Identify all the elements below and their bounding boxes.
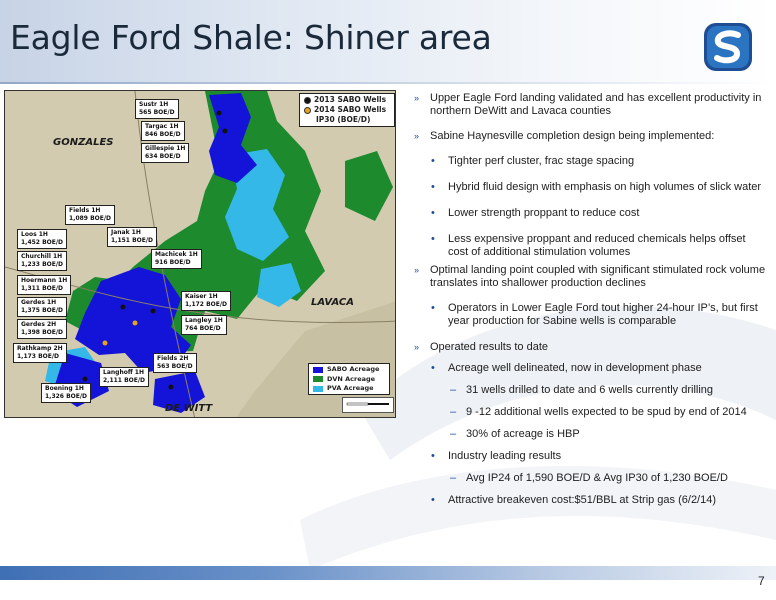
well-label-rathkamp-2h: Rathkamp 2H 1,173 BOE/D bbox=[13, 343, 67, 363]
legend-2013-wells: 2013 SABO Wells bbox=[314, 95, 387, 104]
bullet-item: – 31 wells drilled to date and 6 wells currently drilling bbox=[450, 384, 714, 396]
bullet-item: • Acreage well delineated, now in development phase bbox=[431, 362, 702, 374]
well-label-gerdes-2h: Gerdes 2H 1,398 BOE/D bbox=[17, 319, 67, 339]
well-label-hoermann-1h: Hoermann 1H 1,311 BOE/D bbox=[17, 275, 71, 295]
county-label-lavaca: LAVACA bbox=[311, 297, 355, 308]
well-label-machicek-1h: Machicek 1H 916 BOE/D bbox=[151, 249, 202, 269]
bullet-item: – 30% of acreage is HBP bbox=[450, 428, 580, 440]
bullet-item: • Industry leading results bbox=[431, 450, 562, 462]
county-label-gonzales: GONZALES bbox=[53, 137, 114, 148]
bullet-item: » Upper Eagle Ford landing validated and has excellent productivity in northern DeWitt and Lavaca counties bbox=[414, 92, 762, 117]
legend-2014-wells: 2014 SABO Wells bbox=[314, 105, 387, 114]
bullet-item: » Sabine Haynesville completion design being implemented: bbox=[414, 130, 715, 142]
bullet-item: – 9 -12 additional wells expected to be spud by end of 2014 bbox=[450, 406, 747, 418]
page-number: 7 bbox=[758, 574, 765, 588]
legend-pva-acreage: PVA Acreage bbox=[327, 384, 374, 392]
legend-ip30: IP30 (BOE/D) bbox=[316, 115, 371, 124]
well-label-gerdes-1h: Gerdes 1H 1,375 BOE/D bbox=[17, 297, 67, 317]
map-well-legend bbox=[299, 93, 395, 127]
well-label-loos-1h: Loos 1H 1,452 BOE/D bbox=[17, 229, 67, 249]
map-scale-bar bbox=[342, 397, 394, 413]
well-label-sustr-1h: Sustr 1H 565 BOE/D bbox=[135, 99, 179, 119]
well-label-churchill-1h: Churchill 1H 1,233 BOE/D bbox=[17, 251, 67, 271]
bullet-item: • Less expensive proppant and reduced chemicals helps offset cost of additional stimulation volumes bbox=[431, 233, 746, 258]
bullet-item: • Tighter perf cluster, frac stage spacing bbox=[431, 155, 635, 167]
bullet-item: • Operators in Lower Eagle Ford tout higher 24-hour IP’s, but first year production for Sabine wells is comparable bbox=[431, 302, 758, 327]
page-title: Eagle Ford Shale: Shiner area bbox=[10, 18, 492, 57]
bullet-item: • Hybrid fluid design with emphasis on high volumes of slick water bbox=[431, 181, 762, 193]
map-acreage-legend bbox=[308, 363, 390, 395]
legend-sabo-acreage: SABO Acreage bbox=[327, 365, 380, 373]
bullet-item: – Avg IP24 of 1,590 BOE/D & Avg IP30 of 1,230 BOE/D bbox=[450, 472, 728, 484]
well-label-fields-1h: Fields 1H 1,089 BOE/D bbox=[65, 205, 115, 225]
bullet-item: » Operated results to date bbox=[414, 341, 549, 353]
acreage-map bbox=[4, 90, 396, 418]
bullet-item: » Optimal landing point coupled with significant stimulated rock volume translates into shallower production declines bbox=[414, 264, 766, 289]
county-label-dewitt: DE WITT bbox=[165, 403, 213, 414]
well-label-langley-1h: Langley 1H 764 BOE/D bbox=[181, 315, 227, 335]
bullet-item: • Attractive breakeven cost:$51/BBL at Strip gas (6/2/14) bbox=[431, 494, 717, 506]
bullet-item: • Lower strength proppant to reduce cost bbox=[431, 207, 640, 219]
well-label-kaiser-1h: Kaiser 1H 1,172 BOE/D bbox=[181, 291, 231, 311]
well-label-janak-1h: Janak 1H 1,151 BOE/D bbox=[107, 227, 157, 247]
legend-dvn-acreage: DVN Acreage bbox=[327, 374, 376, 383]
well-label-boening-1h: Boening 1H 1,326 BOE/D bbox=[41, 383, 91, 403]
bullet-list bbox=[412, 92, 768, 507]
sabine-logo-icon bbox=[702, 21, 754, 73]
well-label-langhoff-1h: Langhoff 1H 2,111 BOE/D bbox=[99, 367, 149, 387]
well-label-fields-2h: Fields 2H 563 BOE/D bbox=[153, 353, 197, 373]
well-label-gillespie-1h: Gillespie 1H 634 BOE/D bbox=[141, 143, 189, 163]
well-label-targac-1h: Targac 1H 846 BOE/D bbox=[141, 121, 185, 141]
footer-band bbox=[0, 566, 776, 580]
